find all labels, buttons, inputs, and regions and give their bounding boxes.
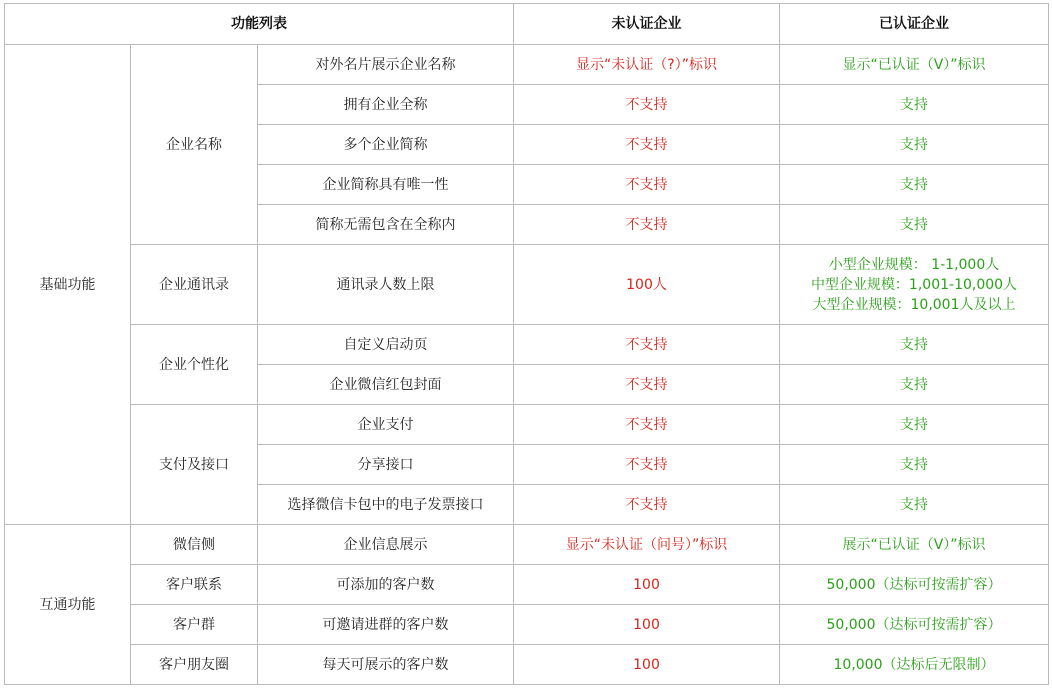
verified-cell: 支持	[780, 485, 1049, 525]
subgroup-customer-contact: 客户联系	[131, 565, 258, 605]
header-unverified: 未认证企业	[514, 4, 780, 45]
unverified-cell: 100	[514, 565, 780, 605]
unverified-cell: 不支持	[514, 445, 780, 485]
feature-cell: 企业信息展示	[258, 525, 514, 565]
verified-cell: 支持	[780, 325, 1049, 365]
subgroup-contacts: 企业通讯录	[131, 245, 258, 325]
unverified-cell: 不支持	[514, 85, 780, 125]
verified-cell: 支持	[780, 365, 1049, 405]
unverified-cell: 100人	[514, 245, 780, 325]
verified-cell: 显示“已认证（V）”标识	[780, 45, 1049, 85]
table-row	[5, 405, 1049, 445]
feature-cell: 每天可展示的客户数	[258, 645, 514, 685]
feature-cell: 多个企业简称	[258, 125, 514, 165]
verified-cell: 50,000（达标可按需扩容）	[780, 565, 1049, 605]
unverified-cell: 不支持	[514, 125, 780, 165]
subgroup-company-name: 企业名称	[131, 45, 258, 245]
feature-cell: 选择微信卡包中的电子发票接口	[258, 485, 514, 525]
unverified-cell: 不支持	[514, 485, 780, 525]
table-row	[5, 645, 1049, 685]
feature-cell: 企业支付	[258, 405, 514, 445]
verified-cell: 支持	[780, 125, 1049, 165]
verified-line-large: 大型企业规模：10,001人及以上	[812, 296, 1016, 313]
unverified-cell: 显示“未认证（问号）”标识	[514, 525, 780, 565]
verified-cell: 支持	[780, 445, 1049, 485]
feature-cell: 分享接口	[258, 445, 514, 485]
header-verified: 已认证企业	[780, 4, 1049, 45]
verified-line-small: 小型企业规模： 1-1,000人	[828, 256, 1000, 273]
subgroup-customer-group: 客户群	[131, 605, 258, 645]
unverified-cell: 100	[514, 605, 780, 645]
feature-cell: 可添加的客户数	[258, 565, 514, 605]
table-row	[5, 45, 1049, 85]
table-row	[5, 565, 1049, 605]
unverified-cell: 不支持	[514, 165, 780, 205]
feature-cell: 可邀请进群的客户数	[258, 605, 514, 645]
unverified-cell: 不支持	[514, 325, 780, 365]
subgroup-wechat-side: 微信侧	[131, 525, 258, 565]
subgroup-payment: 支付及接口	[131, 405, 258, 525]
header-feature-list: 功能列表	[5, 4, 514, 45]
feature-cell: 通讯录人数上限	[258, 245, 514, 325]
subgroup-personalization: 企业个性化	[131, 325, 258, 405]
subgroup-customer-moments: 客户朋友圈	[131, 645, 258, 685]
unverified-cell: 显示“未认证（?）”标识	[514, 45, 780, 85]
unverified-cell: 不支持	[514, 405, 780, 445]
unverified-cell: 100	[514, 645, 780, 685]
feature-cell: 拥有企业全称	[258, 85, 514, 125]
verified-cell: 50,000（达标可按需扩容）	[780, 605, 1049, 645]
verified-line-medium: 中型企业规模：1,001-10,000人	[810, 276, 1018, 293]
table-row	[5, 325, 1049, 365]
feature-cell: 自定义启动页	[258, 325, 514, 365]
feature-comparison-table	[4, 3, 1049, 685]
verified-cell: 支持	[780, 165, 1049, 205]
unverified-cell: 不支持	[514, 365, 780, 405]
feature-cell: 对外名片展示企业名称	[258, 45, 514, 85]
table-row	[5, 605, 1049, 645]
feature-cell: 企业微信红包封面	[258, 365, 514, 405]
verified-cell: 支持	[780, 85, 1049, 125]
verified-cell: 展示“已认证（V）”标识	[780, 525, 1049, 565]
unverified-cell: 不支持	[514, 205, 780, 245]
group-interop: 互通功能	[5, 525, 131, 685]
verified-cell: 支持	[780, 405, 1049, 445]
group-basic: 基础功能	[5, 45, 131, 525]
verified-cell: 10,000（达标后无限制）	[780, 645, 1049, 685]
table-row	[5, 245, 1049, 325]
feature-cell: 企业简称具有唯一性	[258, 165, 514, 205]
header-row	[5, 4, 1049, 45]
verified-cell: 支持	[780, 205, 1049, 245]
table-row	[5, 525, 1049, 565]
feature-cell: 简称无需包含在全称内	[258, 205, 514, 245]
verified-cell-multiline	[780, 245, 1049, 325]
